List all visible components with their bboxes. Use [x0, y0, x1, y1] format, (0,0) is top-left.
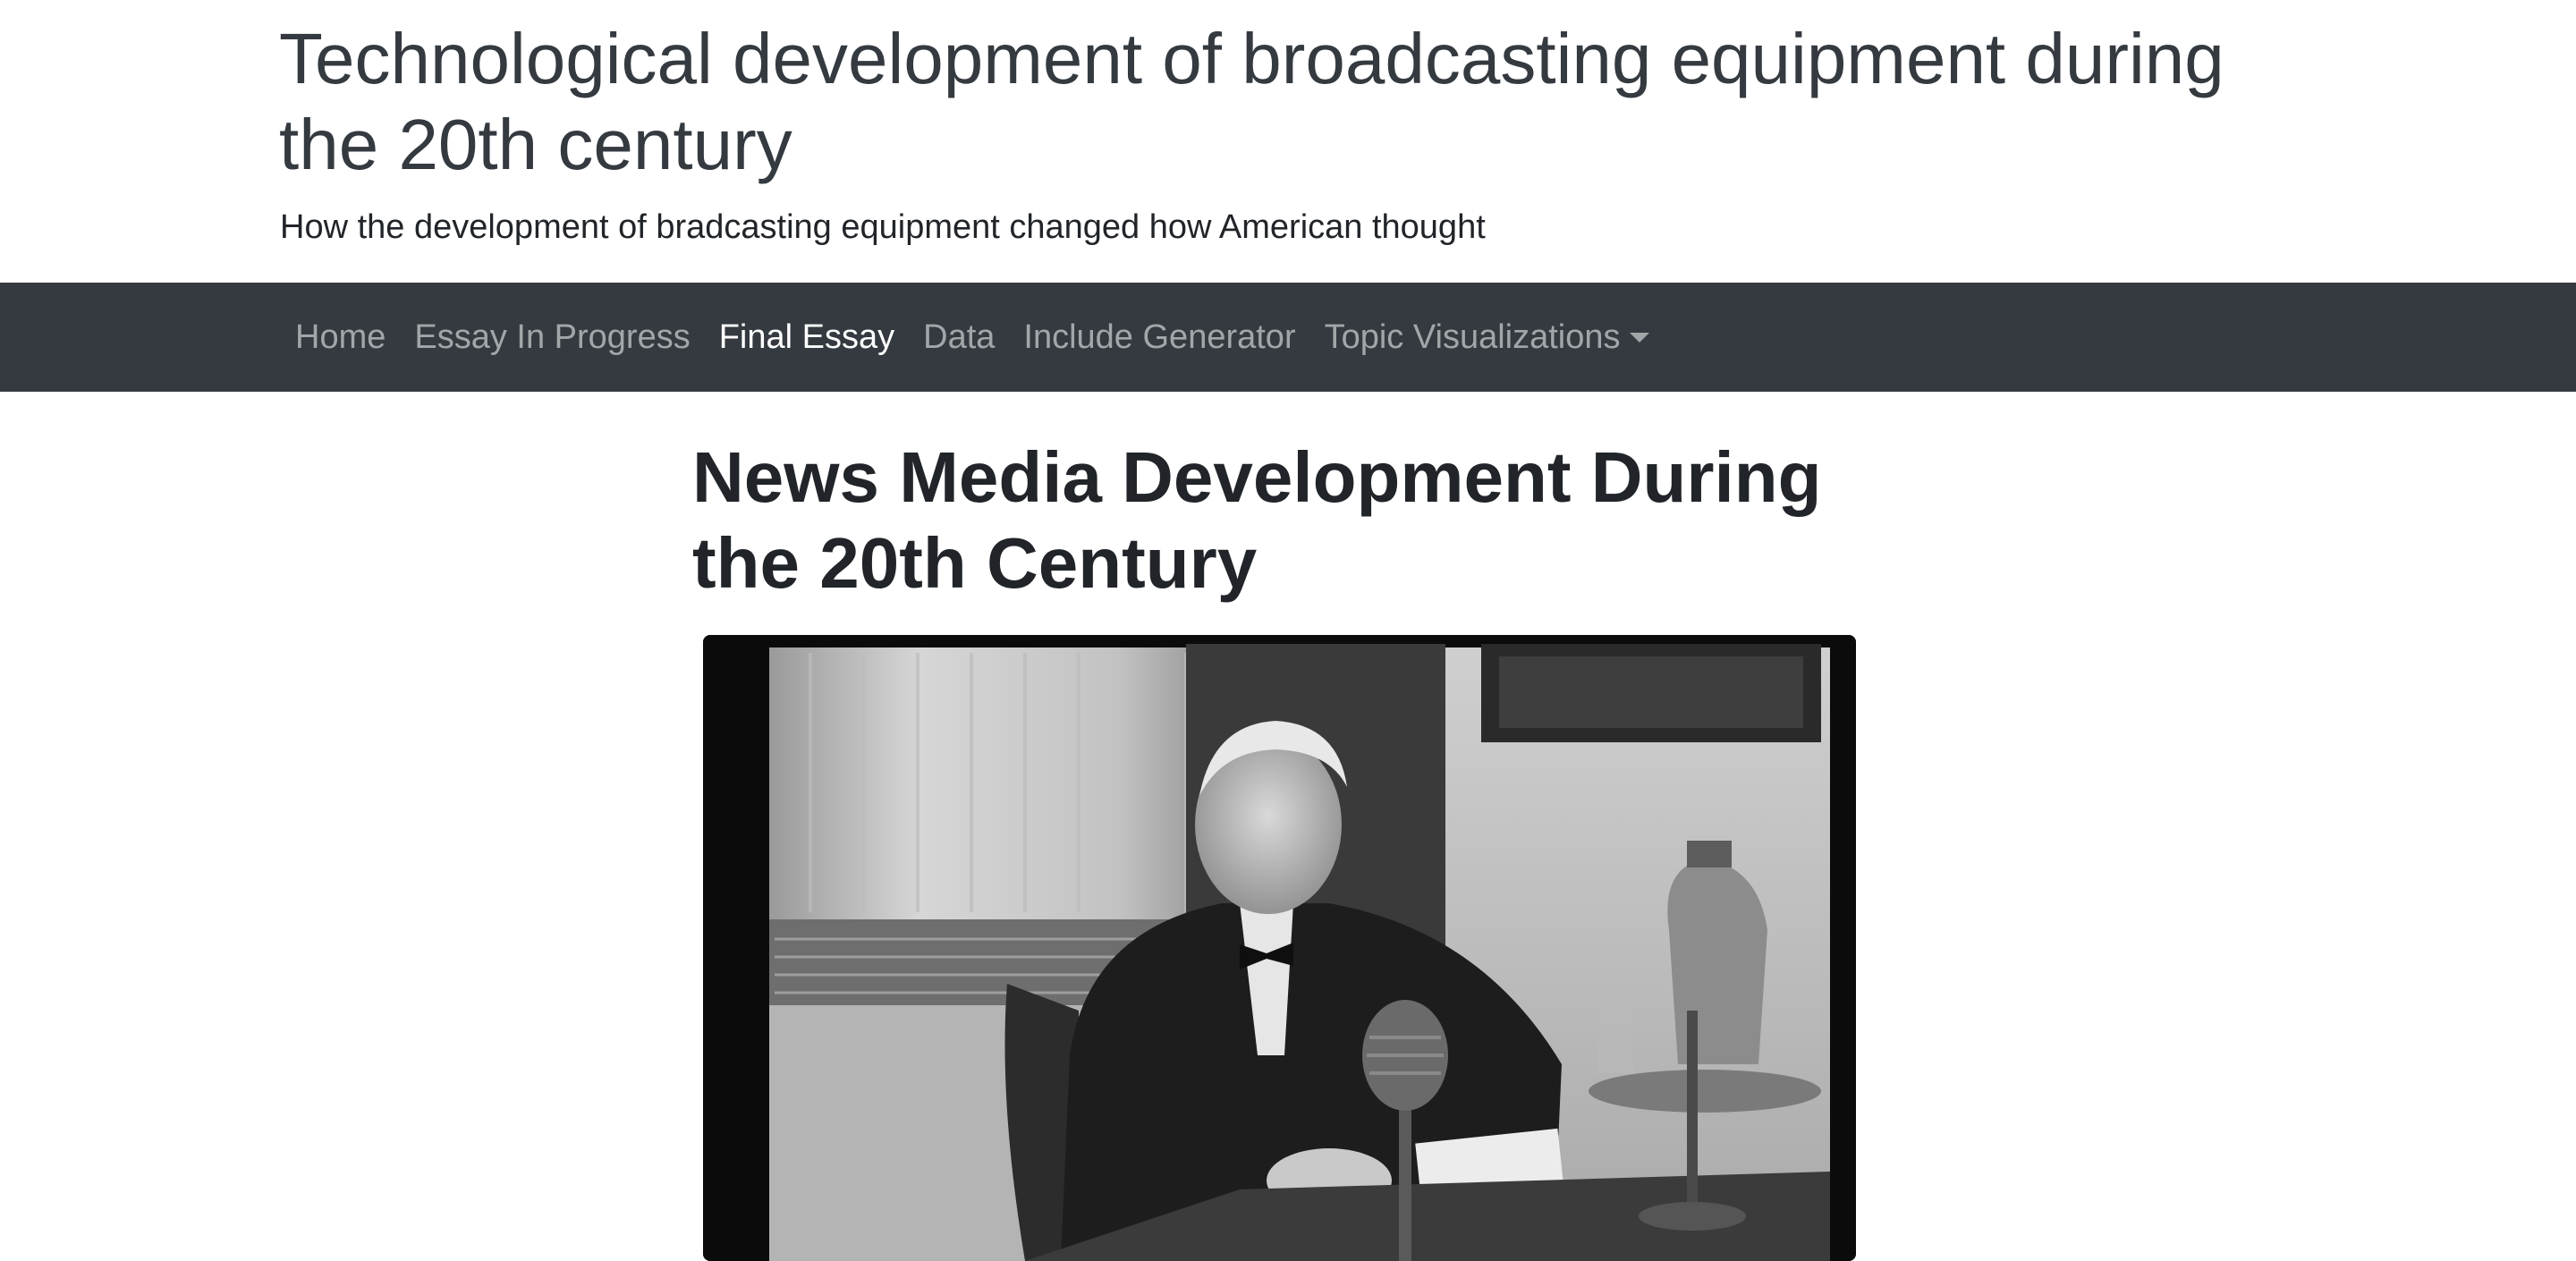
nav-link-essay-in-progress[interactable]: Essay In Progress — [414, 318, 691, 356]
nav-link-final-essay[interactable]: Final Essay — [718, 318, 895, 356]
caret-down-icon — [1630, 333, 1649, 343]
nav-dropdown-label: Topic Visualizations — [1324, 318, 1621, 356]
nav-item-topic-visualizations — [1310, 314, 1664, 360]
nav-link-data[interactable]: Data — [923, 318, 996, 356]
nav-link-home[interactable]: Home — [295, 318, 386, 356]
site-subtitle: How the development of bradcasting equipment changed how American thought — [280, 208, 1486, 246]
article-title: News Media Development During the 20th Century — [692, 437, 1822, 603]
article-photo — [703, 635, 1856, 1261]
nav-item-include-generator — [1009, 314, 1309, 360]
nav-dropdown-topic-visualizations[interactable] — [1310, 314, 1664, 360]
photo-illustration — [703, 635, 1856, 1261]
nav-item-essay-in-progress — [400, 314, 704, 360]
nav-list — [281, 283, 1664, 392]
navbar — [0, 283, 2576, 392]
nav-item-data — [909, 314, 1009, 360]
site-header — [0, 0, 2576, 283]
nav-link-include-generator[interactable]: Include Generator — [1023, 318, 1296, 356]
site-title: Technological development of broadcasting equipment during the 20th century — [279, 19, 2224, 184]
nav-item-final-essay — [705, 314, 909, 360]
nav-item-home — [281, 314, 400, 360]
